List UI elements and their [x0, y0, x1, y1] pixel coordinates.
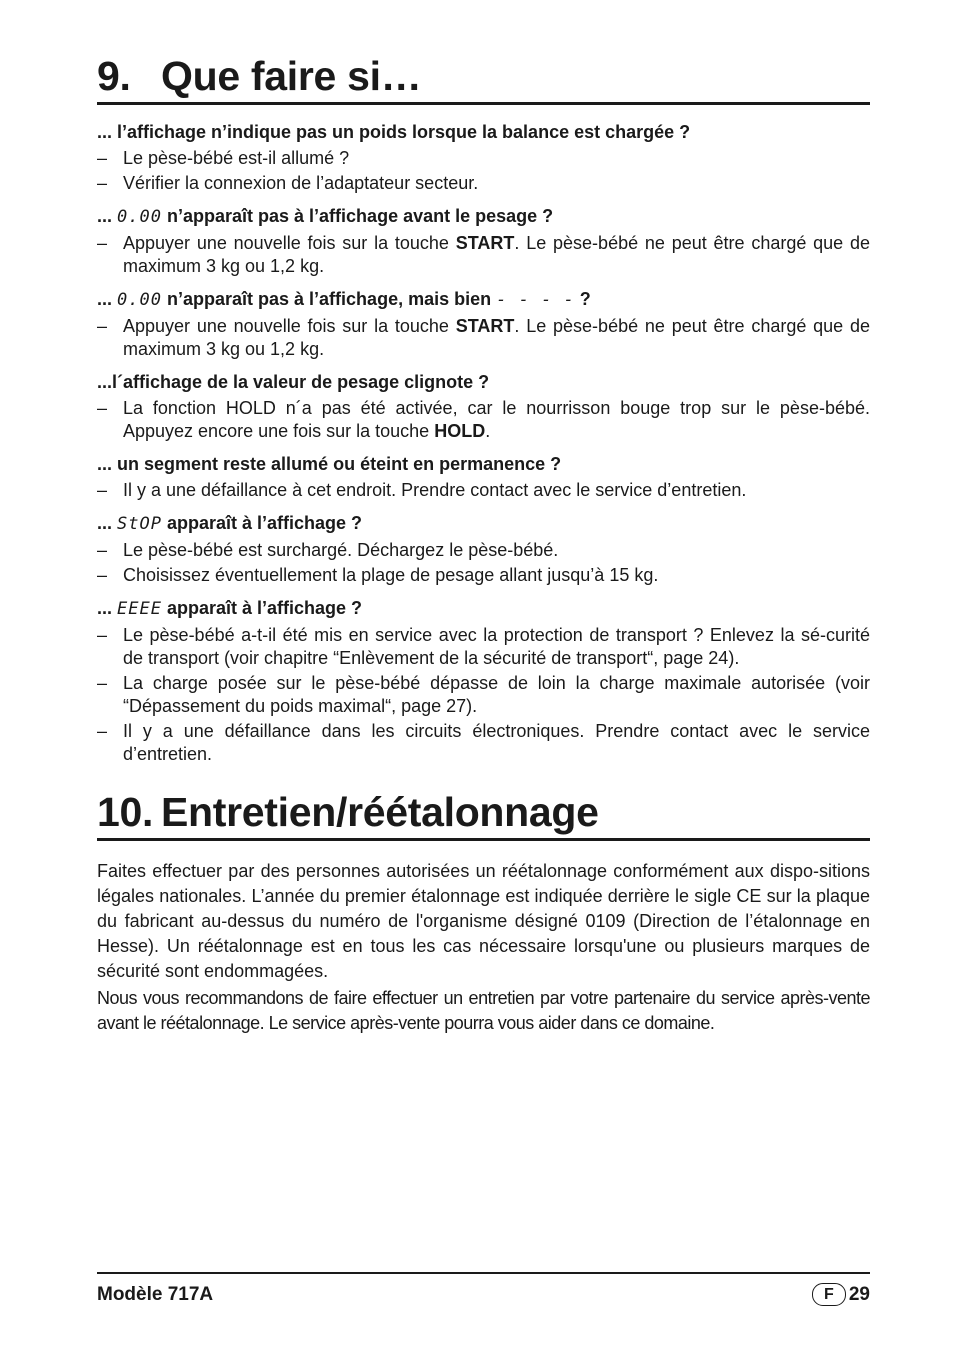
question-7: ... EEEE apparaît à l’affichage ? [97, 598, 363, 619]
dash: – [97, 721, 108, 741]
key-label: START [455, 233, 515, 253]
dash: – [97, 673, 108, 693]
dash: – [97, 148, 108, 168]
lcd-display-text: StOP [117, 514, 162, 534]
dash: – [97, 316, 108, 336]
question-6: ... StOP apparaît à l’affichage ? [97, 513, 363, 534]
list-item: – Appuyer une nouvelle fois sur la touche START. Le pèse-bébé ne peut être chargé que de maximum 3 kg ou 1,2 kg. [97, 233, 871, 276]
question-5: ... un segment reste allumé ou éteint en permanence ? [97, 454, 562, 474]
dash: – [97, 540, 108, 560]
question-2: ... 0.00 n’apparaît pas à l’affichage avant le pesage ? [97, 206, 554, 227]
page-indicator [812, 1283, 870, 1306]
list-item: – Choisissez éventuellement la plage de pesage allant jusqu’à 15 kg. [97, 565, 659, 585]
dash: – [97, 625, 108, 645]
page-footer [97, 1272, 870, 1306]
language-badge: F [812, 1283, 846, 1306]
list-item: – La fonction HOLD n´a pas été activée, car le nourrisson bouge trop sur le pèse-bébé. Appuyez encore une fois sur la touche HOLD. [97, 398, 870, 441]
section-title: Entretien/réétalonnage [161, 789, 599, 835]
section-title: Que faire si… [161, 53, 422, 99]
key-label: START [455, 316, 515, 336]
list-item: – Il y a une défaillance à cet endroit. Prendre contact avec le service d’entretien. [97, 480, 747, 500]
list-item: – Il y a une défaillance dans les circuits électroniques. Prendre contact avec le service d’entretien. [97, 721, 870, 764]
lcd-display-text: 0.00 [117, 207, 162, 227]
question-4: ...l´affichage de la valeur de pesage clignote ? [97, 372, 490, 392]
section-9-heading [97, 52, 870, 105]
section-10-heading [97, 788, 870, 841]
list-item: – Le pèse-bébé est-il allumé ? [97, 148, 350, 168]
page-content [97, 52, 870, 1036]
dash: – [97, 233, 108, 253]
list-item: – Le pèse-bébé est surchargé. Déchargez le pèse-bébé. [97, 540, 559, 560]
key-label: HOLD [434, 421, 486, 441]
dash: – [97, 480, 108, 500]
paragraph: Faites effectuer par des personnes autorisées un réétalonnage conformément aux dispo-sitions légales nationales. L’année du premier étalonnage est indiquée derrière le sigle CE sur la plaque du fabricant au-dessus du numéro de l'organisme désigné 0109 (Direction de l’étalonnage en Hesse). Un réétalonnage est en tous les cas nécessaire lorsqu'une ou plusieurs marques de sécurité sont endommagées. [97, 861, 870, 981]
model-name: Modèle 717A [97, 1283, 214, 1305]
list-item: – Vérifier la connexion de l’adaptateur secteur. [97, 173, 479, 193]
dash: – [97, 565, 108, 585]
section-number: 9. [97, 53, 131, 99]
question-3: ... 0.00 n’apparaît pas à l’affichage, mais bien - - - - ? [97, 289, 591, 310]
section-number: 10. [97, 789, 154, 835]
question-1: ... l’affichage n’indique pas un poids lorsque la balance est chargée ? [97, 122, 691, 142]
lcd-display-text: EEEE [117, 599, 162, 619]
list-item: – Le pèse-bébé a-t-il été mis en service avec la protection de transport ? Enlevez la sé-curité de transport (voir chapitre “Enlèvement de la sécurité de transport“, page 24). [97, 625, 870, 668]
list-item: – La charge posée sur le pèse-bébé dépasse de loin la charge maximale autorisée (voir “Dépassement du poids maximal“, page 27). [97, 673, 870, 716]
lcd-display-text: - - - - [496, 290, 575, 310]
list-item: – Appuyer une nouvelle fois sur la touche START. Le pèse-bébé ne peut être chargé que de maximum 3 kg ou 1,2 kg. [97, 316, 871, 359]
dash: – [97, 173, 108, 193]
page-number: 29 [848, 1283, 870, 1305]
lcd-display-text: 0.00 [117, 290, 162, 310]
paragraph: Nous vous recommandons de faire effectuer un entretien par votre partenaire du service après-vente avant le réétalonnage. Le service après-vente pourra vous aider dans ce domaine. [97, 988, 870, 1033]
dash: – [97, 398, 108, 418]
